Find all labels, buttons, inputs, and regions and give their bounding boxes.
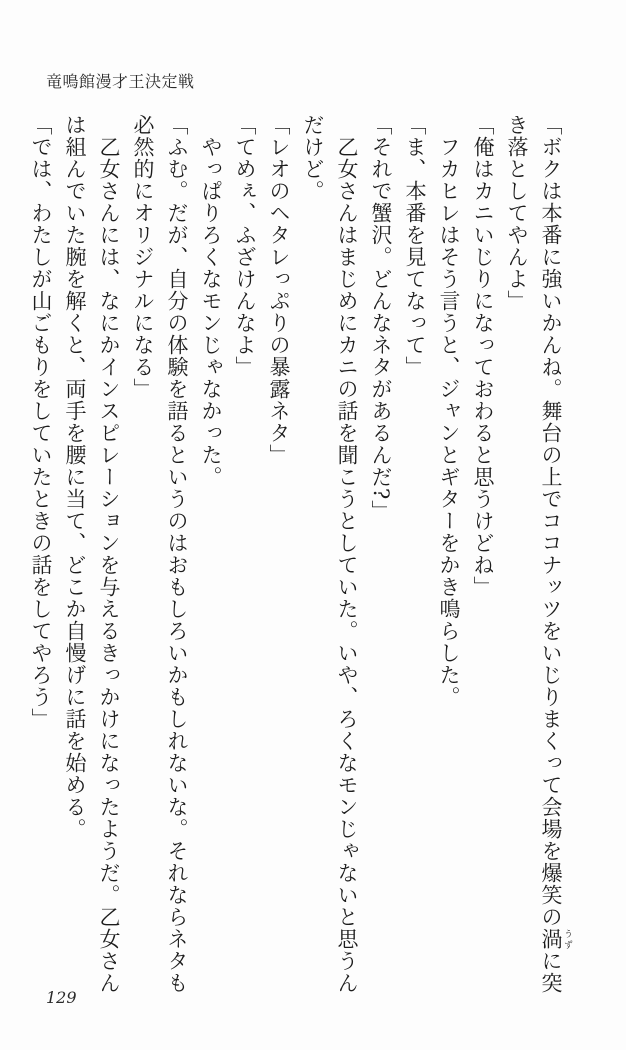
paragraph-dialogue: 「それで蟹沢。どんなネタがあるんだ?」 [369,114,393,523]
paragraph-dialogue: 「ふむ。だが、自分の体験を語るというのはおもしろいかもしれないな。それならネタも必然的にオリジナルになる」 [131,114,189,994]
paragraph-dialogue: 「てめぇ、ふざけんなよ」 [233,114,257,378]
paragraph-dialogue: 「では、わたしが山ごもりをしていたときの話をしてやろう」 [29,114,53,730]
page-number: 129 [46,988,77,1007]
paragraph-narration: 乙女さんには、なにかインスピレーションを与えるきっかけになったようだ。乙女さんは組んでいた腕を解くと、両手を腰に当て、どこか自慢げに話を始める。 [63,114,121,994]
paragraph-dialogue: 「ボクは本番に強いかんね。舞台の上でココナッツをいじりまくって会場を爆笑の渦 うずに突き落としてやんよ」 [505,114,572,994]
ruby-annotated-word: 渦 うず [539,928,572,950]
text-body [24,114,572,994]
paragraph-dialogue: 「ま、本番を見てなって」 [403,114,427,378]
paragraph-narration: 乙女さんはまじめにカニの話を聞こうとしていた。いや、ろくなモンじゃないと思うんだけど。 [301,114,359,994]
paragraph-narration: やっぱりろくなモンじゃなかった。 [199,136,223,488]
running-head: 竜鳴館漫才王決定戦 [46,72,195,91]
paragraph-narration: フカヒレはそう言うと、ジャンとギターをかき鳴らした。 [437,136,461,708]
paragraph-dialogue: 「俺はカニいじりになっておわると思うけどね」 [471,114,495,598]
paragraph-dialogue: 「レオのヘタレっぷりの暴露ネタ」 [267,114,291,466]
